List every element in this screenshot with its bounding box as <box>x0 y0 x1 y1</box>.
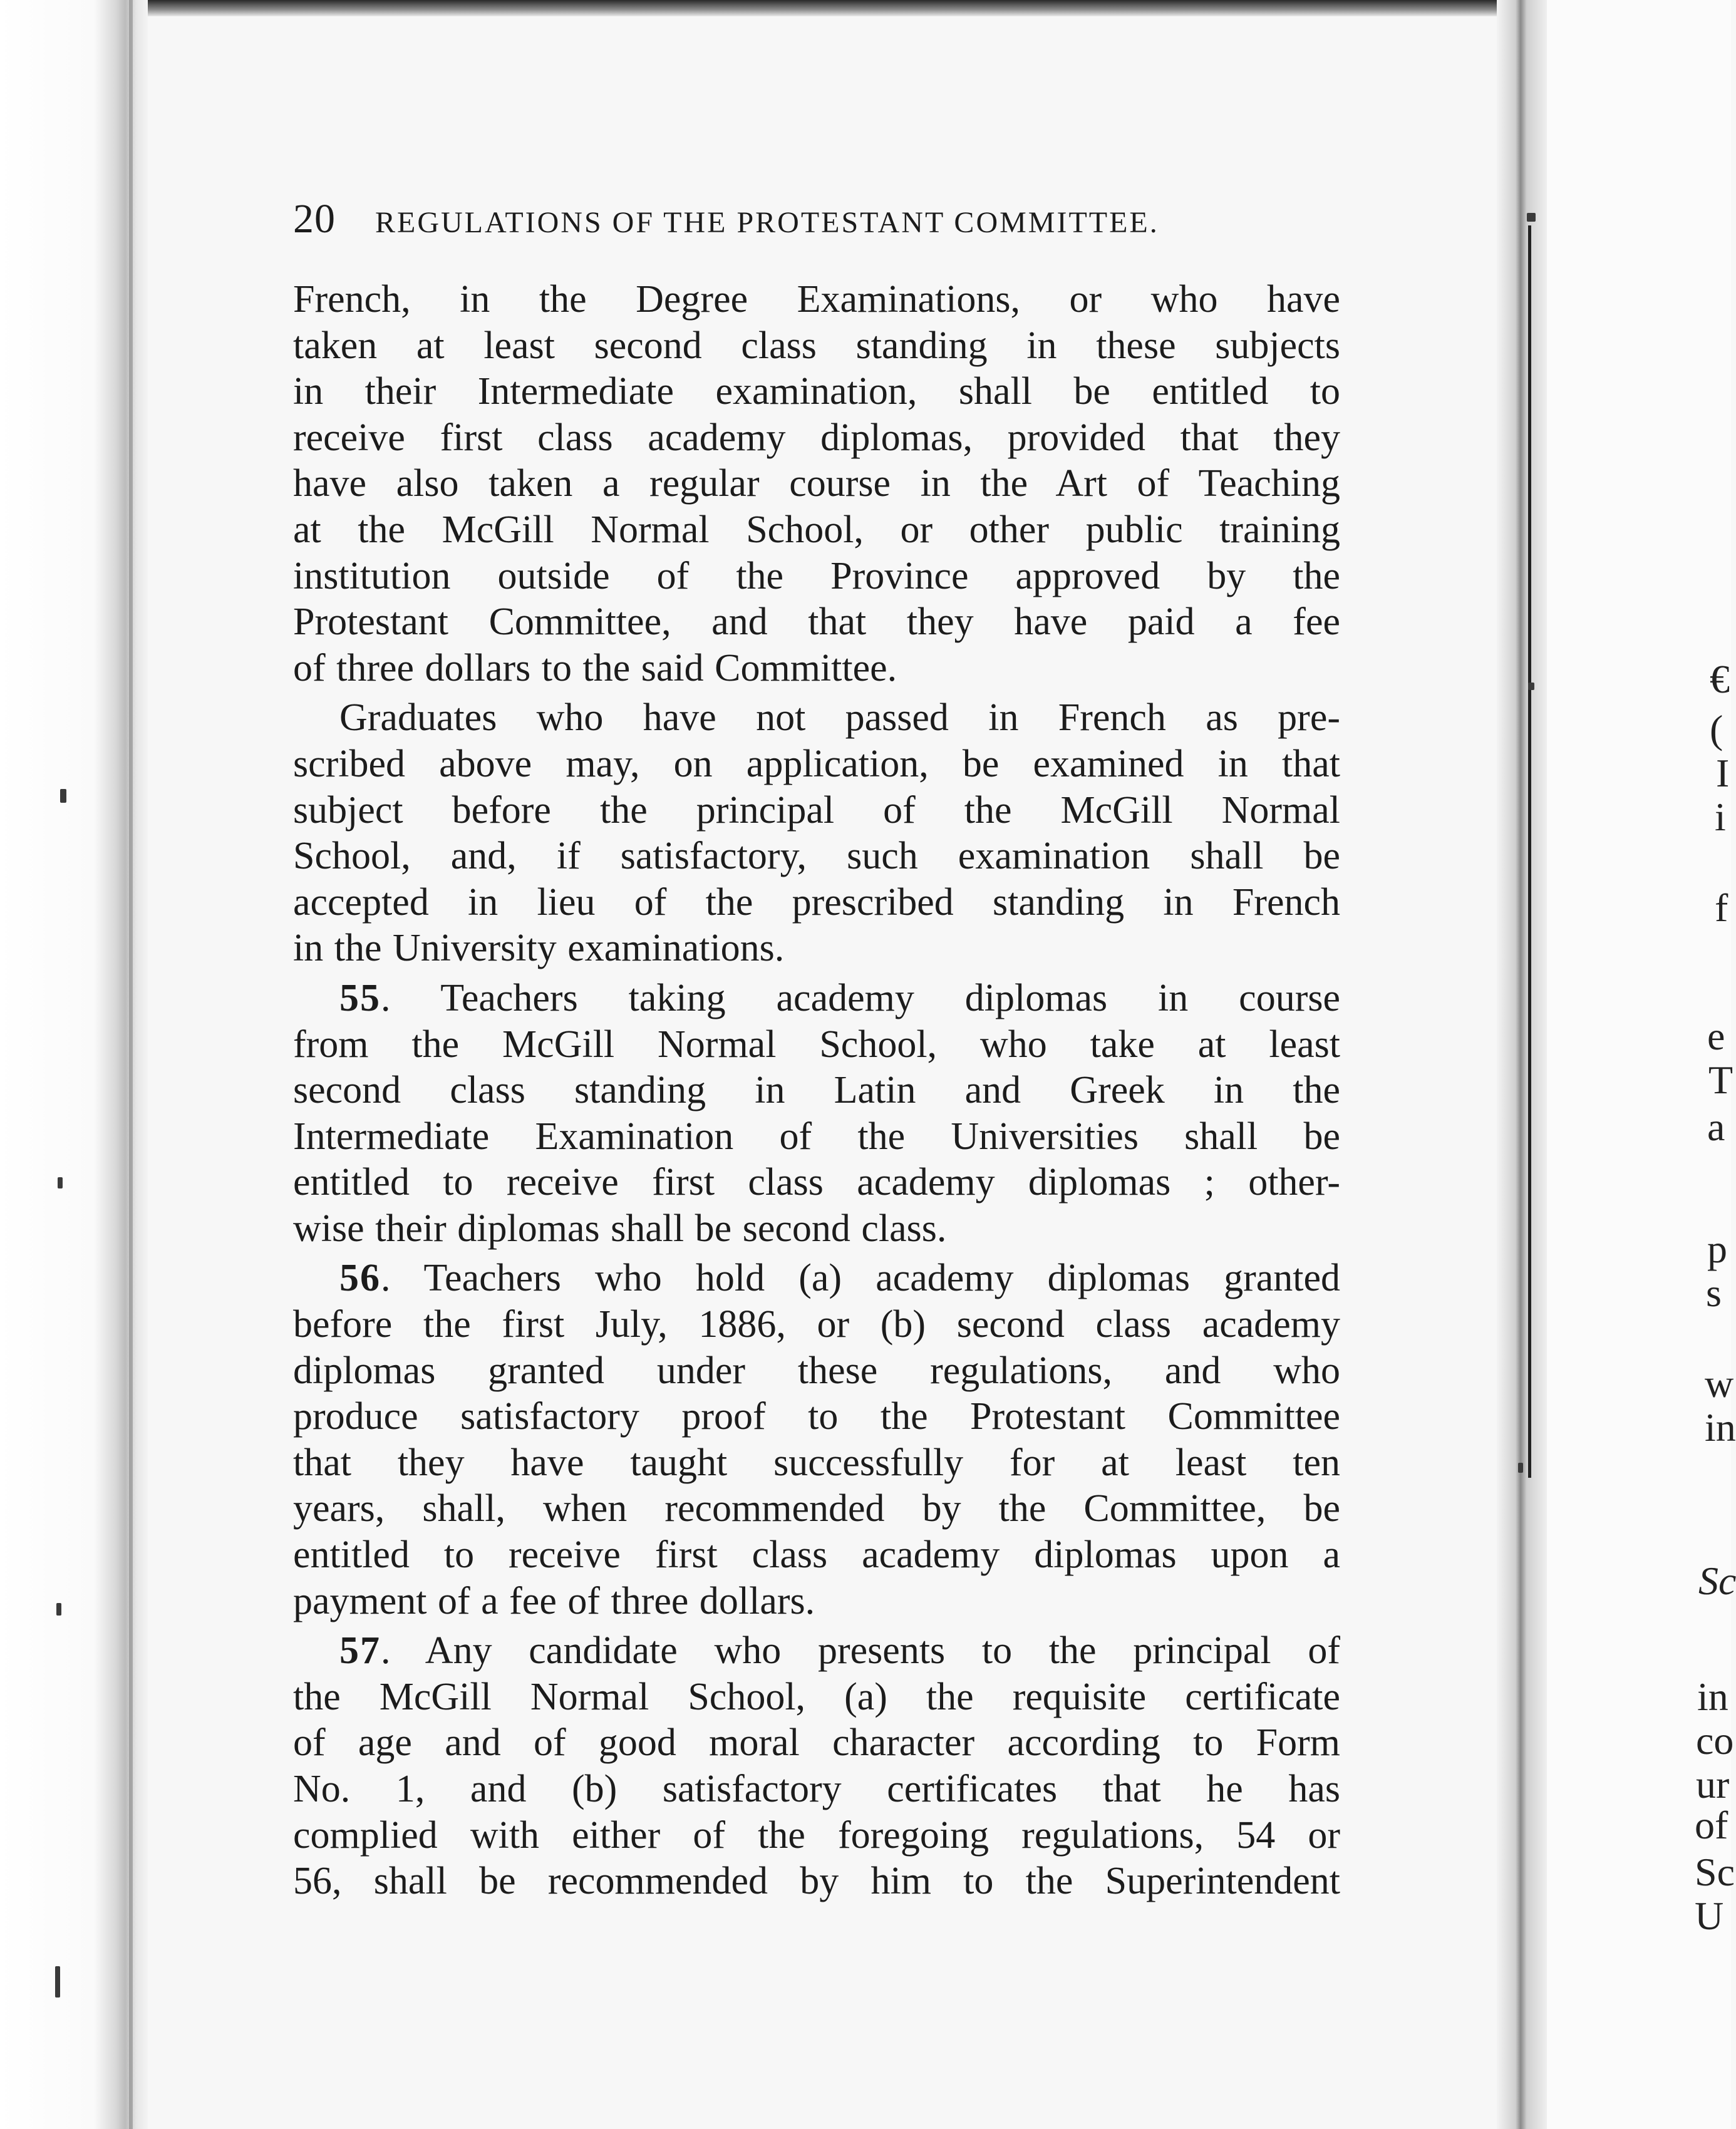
text-line: wise their diplomas shall be second class. <box>293 1207 947 1250</box>
page-header <box>293 194 1345 244</box>
facing-page-fragment: of <box>1695 1803 1728 1847</box>
section-number: 57 <box>339 1629 381 1673</box>
text-line: institution outside of the Province approved by the <box>293 554 1340 597</box>
facing-page-fragment: f <box>1715 885 1728 930</box>
page-body <box>293 277 1340 1905</box>
running-title: REGULATIONS OF THE PROTESTANT COMMITTEE. <box>375 206 1159 239</box>
paragraph <box>293 695 1340 972</box>
left-binding-shadow <box>129 0 133 2129</box>
facing-page-fragment: p <box>1707 1227 1727 1271</box>
scan-speck <box>1527 213 1536 222</box>
text-line: Protestant Committee, and that they have paid a fee <box>293 601 1340 644</box>
text-line: second class standing in Latin and Greek in the <box>293 1069 1340 1112</box>
text-line: scribed above may, on application, be examined in that <box>293 742 1340 785</box>
gutter-shadow-line <box>1528 225 1531 1478</box>
page-number: 20 <box>293 196 336 242</box>
paragraph-55 <box>293 976 1340 1252</box>
section-number: 56 <box>339 1257 381 1300</box>
text-line <box>293 976 1340 1022</box>
text-line: diplomas granted under these regulations, and who <box>293 1349 1340 1392</box>
text-line: receive first class academy diplomas, provided that they <box>293 416 1340 459</box>
page-gutter <box>1497 0 1547 2129</box>
text-line: from the McGill Normal School, who take at least <box>293 1023 1340 1066</box>
facing-page-fragment: U <box>1695 1894 1724 1938</box>
paragraph <box>293 277 1340 691</box>
scan-top-edge <box>125 0 1731 16</box>
facing-page-fragment: I <box>1716 751 1730 795</box>
text-line <box>293 1255 1340 1302</box>
text-line: Intermediate Examination of the Universities shall be <box>293 1115 1340 1158</box>
line-text: . Teachers who hold (a) academy diplomas granted <box>381 1257 1340 1300</box>
text-line: of three dollars to the said Committee. <box>293 646 897 689</box>
scan-speck <box>55 1966 60 1998</box>
text-line: Graduates who have not passed in French as pre- <box>339 696 1340 740</box>
facing-page-fragment: in <box>1697 1674 1728 1719</box>
text-line: taken at least second class standing in these subjects <box>293 324 1340 367</box>
paragraph-56 <box>293 1255 1340 1624</box>
facing-page-fragment: T <box>1708 1058 1733 1102</box>
facing-page-fragment: in <box>1705 1405 1736 1450</box>
scan-speck <box>56 1603 61 1616</box>
text-line: accepted in lieu of the prescribed standing in French <box>293 880 1340 924</box>
scan-speck <box>1528 683 1534 690</box>
text-line: the McGill Normal School, (a) the requisite certificate <box>293 1675 1340 1718</box>
paragraph-57 <box>293 1628 1340 1905</box>
facing-page-fragment: Sc <box>1695 1850 1735 1894</box>
scan-speck <box>60 789 66 803</box>
text-line: French, in the Degree Examinations, or who have <box>293 278 1340 321</box>
text-line: in their Intermediate examination, shall be entitled to <box>293 370 1340 413</box>
scan-speck <box>1518 1463 1523 1473</box>
facing-page-fragment: i <box>1715 795 1726 839</box>
facing-page-fragment: € <box>1710 657 1730 701</box>
left-binding-margin <box>0 0 148 2129</box>
facing-page-fragment: e <box>1707 1014 1725 1058</box>
text-line: entitled to receive first class academy diplomas upon a <box>293 1534 1340 1577</box>
text-line: have also taken a regular course in the Art of Teaching <box>293 462 1340 505</box>
line-text: . Any candidate who presents to the principal of <box>381 1629 1340 1673</box>
facing-page-fragment: s <box>1706 1271 1722 1315</box>
text-line: subject before the principal of the McGill Normal <box>293 788 1340 832</box>
text-line: produce satisfactory proof to the Protestant Committee <box>293 1395 1340 1438</box>
facing-page-fragment: ( <box>1710 707 1723 751</box>
facing-page-fragment: ur <box>1696 1762 1730 1807</box>
facing-page-fragment: co <box>1696 1718 1734 1763</box>
text-line: No. 1, and (b) satisfactory certificates that he has <box>293 1768 1340 1810</box>
text-line: 56, shall be recommended by him to the Superintendent <box>293 1860 1340 1903</box>
section-number: 55 <box>339 976 381 1019</box>
text-line: years, shall, when recommended by the Committee, be <box>293 1487 1340 1530</box>
facing-page-fragment: w <box>1705 1361 1734 1406</box>
line-text: . Teachers taking academy diplomas in course <box>381 976 1340 1019</box>
text-line <box>293 1628 1340 1674</box>
text-line: complied with either of the foregoing regulations, 54 or <box>293 1813 1340 1857</box>
scan-speck <box>58 1177 63 1188</box>
facing-page-fragment: Sc <box>1698 1559 1736 1603</box>
text-line: in the University examinations. <box>293 927 785 970</box>
text-line: entitled to receive first class academy diplomas ; other- <box>293 1161 1340 1204</box>
text-line: payment of a fee of three dollars. <box>293 1579 815 1622</box>
text-line: that they have taught successfully for at least ten <box>293 1441 1340 1484</box>
text-line: of age and of good moral character according to Form <box>293 1721 1340 1765</box>
text-line: School, and, if satisfactory, such examination shall be <box>293 835 1340 878</box>
facing-page-fragment: a <box>1707 1105 1725 1149</box>
text-line: before the first July, 1886, or (b) second class academy <box>293 1303 1340 1346</box>
text-line: at the McGill Normal School, or other public training <box>293 508 1340 551</box>
